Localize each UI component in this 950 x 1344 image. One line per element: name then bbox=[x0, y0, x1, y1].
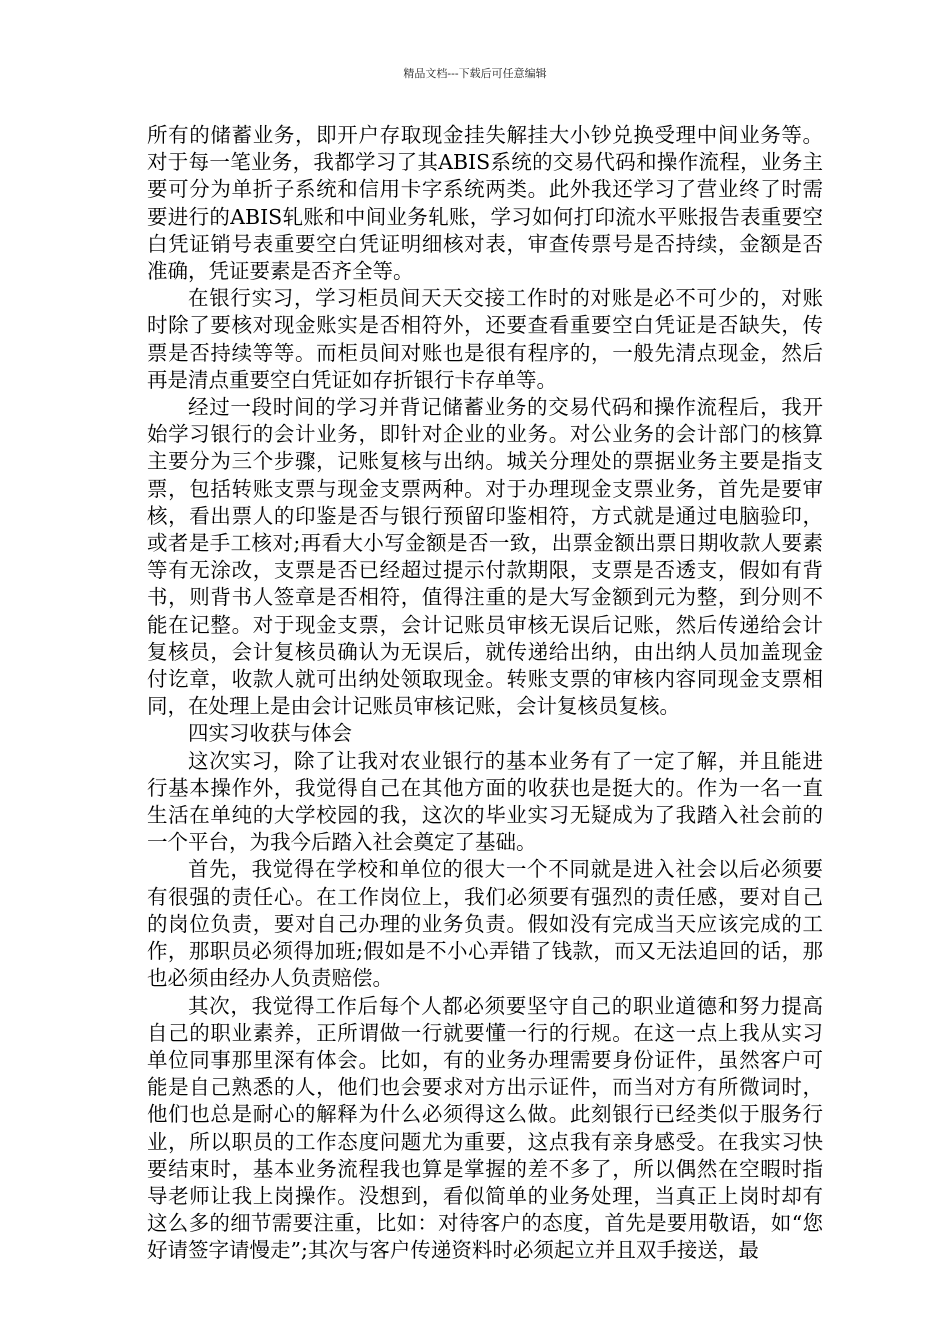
paragraph: 这次实习，除了让我对农业银行的基本业务有了一定了解，并且能进行基本操作外，我觉得自己在其他方面的收获也是挺大的。作为一名一直生活在单纯的大学校园的我，这次的毕业实习无疑成为了我踏入社会前的一个平台，为我今后踏入社会奠定了基础。 bbox=[147, 748, 823, 855]
paragraph: 其次，我觉得工作后每个人都必须要坚守自己的职业道德和努力提高自己的职业素养，正所谓做一行就要懂一行的行规。在这一点上我从实习单位同事那里深有体会。比如，有的业务办理需要身份证件，虽然客户可能是自己熟悉的人，他们也会要求对方出示证件，而当对方有所微词时，他们也总是耐心的解释为什么必须得这么做。此刻银行已经类似于服务行业，所以职员的工作态度问题尤为重要，这点我有亲身感受。在我实习快要结束时，基本业务流程我也算是掌握的差不多了，所以偶然在空暇时指导老师让我上岗操作。没想到，看似简单的业务处理，当真正上岗时却有这么多的细节需要注重，比如：对待客户的态度，首先是要用敬语，如“您好请签字请慢走”;其次与客户传递资料时必须起立并且双手接送，最 bbox=[147, 993, 823, 1263]
paragraph: 所有的储蓄业务，即开户存取现金挂失解挂大小钞兑换受理中间业务等。对于每一笔业务，我都学习了其ABIS系统的交易代码和操作流程，业务主要可分为单折子系统和信用卡字系统两类。此外我还学习了营业终了时需要进行的ABIS轧账和中间业务轧账，学习如何打印流水平账报告表重要空白凭证销号表重要空白凭证明细核对表，审查传票号是否持续，金额是否准确，凭证要素是否齐全等。 bbox=[147, 123, 823, 284]
page-header: 精品文档---下载后可任意编辑 bbox=[403, 67, 547, 80]
section-heading: 四实习收获与体会 bbox=[188, 721, 352, 746]
document-body bbox=[147, 122, 823, 1265]
paragraph: 首先，我觉得在学校和单位的很大一个不同就是进入社会以后必须要有很强的责任心。在工作岗位上，我们必须要有强烈的责任感，要对自己的岗位负责，要对自己办理的业务负责。假如没有完成当天应该完成的工作，那职员必须得加班;假如是不小心弄错了钱款，而又无法追回的话，那也必须由经办人负责赔偿。 bbox=[147, 857, 823, 991]
paragraph: 在银行实习，学习柜员间天天交接工作时的对账是必不可少的，对账时除了要核对现金账实是否相符外，还要查看重要空白凭证是否缺失，传票是否持续等等。而柜员间对账也是很有程序的，一般先清点现金，然后再是清点重要空白凭证如存折银行卡存单等。 bbox=[147, 286, 823, 392]
paragraph: 经过一段时间的学习并背记储蓄业务的交易代码和操作流程后，我开始学习银行的会计业务，即针对企业的业务。对公业务的会计部门的核算主要分为三个步骤，记账复核与出纳。城关分理处的票据业务主要是指支票，包括转账支票与现金支票两种。对于办理现金支票业务，首先是要审核，看出票人的印鉴是否与银行预留印鉴相符，方式就是通过电脑验印，或者是手工核对;再看大小写金额是否一致，出票金额出票日期收款人要素等有无涂改，支票是否已经超过提示付款期限，支票是否透支，假如有背书，则背书人签章是否相符，值得注重的是大写金额到元为整，到分则不能在记整。对于现金支票，会计记账员审核无误后记账，然后传递给会计复核员，会计复核员确认为无误后，就传递给出纳，由出纳人员加盖现金付讫章，收款人就可出纳处领取现金。转账支票的审核内容同现金支票相同，在处理上是由会计记账员审核记账，会计复核员复核。 bbox=[147, 395, 823, 719]
